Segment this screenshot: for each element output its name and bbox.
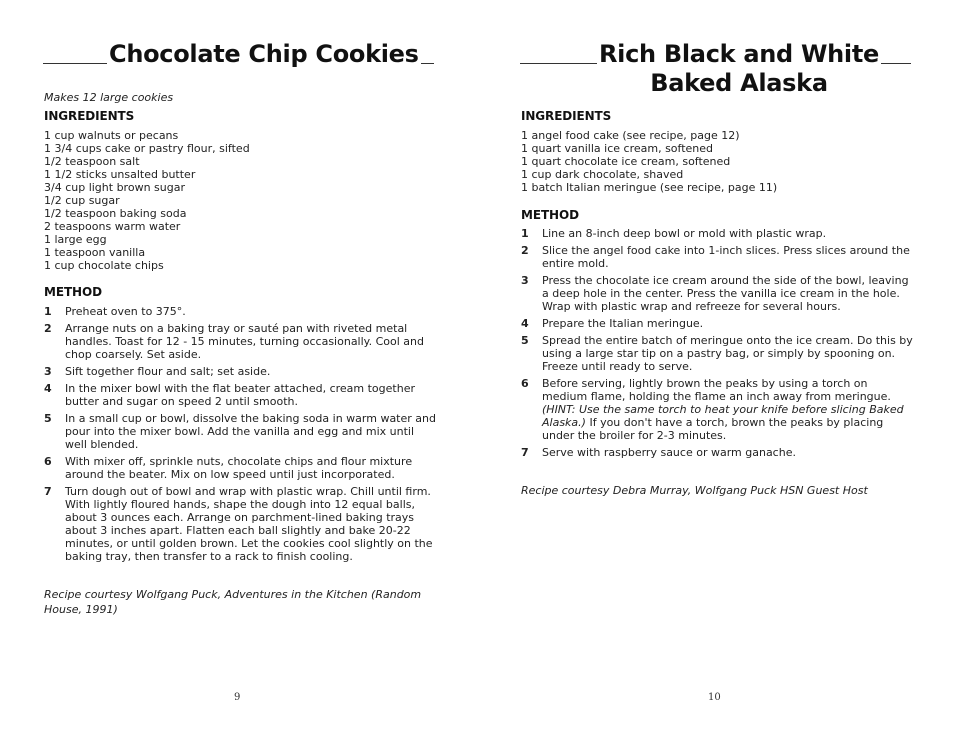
step-number: 5 [44,412,52,425]
ingredient-item: 3/4 cup light brown sugar [44,181,185,194]
ingredient-item: 1 cup walnuts or pecans [44,129,179,142]
method-step [521,446,913,459]
method-step [44,382,436,408]
step-text: In a small cup or bowl, dissolve the baking soda in warm water and pour into the mixer bowl. Add the vanilla and egg and mix until well blended. [65,412,436,451]
method-step [521,377,913,442]
ingredients-list [44,129,250,272]
ingredient-item: 1 angel food cake (see recipe, page 12) [521,129,740,142]
method-step [44,365,436,378]
step-number: 3 [521,274,529,287]
step-number: 6 [521,377,529,390]
step-text: Arrange nuts on a baking tray or sauté pan with riveted metal handles. Toast for 12 - 15 minutes, turning occasionally. Cool and chop coarsely. Set aside. [65,322,424,361]
step-number: 5 [521,334,529,347]
step-number: 4 [44,382,52,395]
method-steps [44,305,436,567]
ingredient-item: 1/2 teaspoon baking soda [44,207,187,220]
step-text: Sift together flour and salt; set aside. [65,365,271,378]
recipe-credit: Recipe courtesy Debra Murray, Wolfgang Puck HSN Guest Host [521,484,868,497]
step-number: 4 [521,317,529,330]
ingredient-item: 1/2 cup sugar [44,194,120,207]
step-text: Preheat oven to 375°. [65,305,186,318]
method-step [521,274,913,313]
ingredients-heading: INGREDIENTS [521,109,612,123]
step-text: In the mixer bowl with the flat beater attached, cream together butter and sugar on speed 2 until smooth. [65,382,415,408]
method-step [44,322,436,361]
step-number: 7 [44,485,52,498]
ingredient-item: 1 teaspoon vanilla [44,246,146,259]
recipe-title [597,40,881,98]
ingredients-list [521,129,777,194]
ingredient-item: 1 cup dark chocolate, shaved [521,168,684,181]
step-text: Slice the angel food cake into 1-inch slices. Press slices around the entire mold. [542,244,910,270]
recipe-title-line-2: Baked Alaska [650,69,828,97]
ingredients-heading: INGREDIENTS [44,109,135,123]
recipe-title-line-1: Rich Black and White [599,40,879,68]
ingredient-item: 1 batch Italian meringue (see recipe, page 11) [521,181,778,194]
step-number: 7 [521,446,529,459]
step-text [542,377,913,442]
step-text-part: If you don't have a torch, brown the peaks by placing under the broiler for 2-3 minutes. [542,416,884,442]
step-text: Serve with raspberry sauce or warm ganache. [542,446,796,459]
step-text: Prepare the Italian meringue. [542,317,704,330]
ingredient-item: 1 3/4 cups cake or pastry flour, sifted [44,142,250,155]
method-step [521,244,913,270]
step-number: 2 [521,244,529,257]
ingredient-item: 1/2 teaspoon salt [44,155,140,168]
page-number: 10 [708,692,721,703]
step-number: 2 [44,322,52,335]
method-step [44,412,436,451]
right-page [477,0,954,738]
step-hint: (HINT: Use the same torch to heat your knife before slicing Baked Alaska.) [542,403,904,429]
step-number: 6 [44,455,52,468]
step-text: Press the chocolate ice cream around the side of the bowl, leaving a deep hole in the center. Press the vanilla ice cream in the hole. Wrap with plastic wrap and refreeze for several hours. [542,274,909,313]
recipe-credit: Recipe courtesy Wolfgang Puck, Adventures in the Kitchen (Random House, 1991) [44,588,422,616]
method-heading: METHOD [521,208,579,222]
step-text: Line an 8-inch deep bowl or mold with plastic wrap. [542,227,827,240]
step-number: 3 [44,365,52,378]
ingredient-item: 2 teaspoons warm water [44,220,181,233]
method-step [521,334,913,373]
step-text: Spread the entire batch of meringue onto the ice cream. Do this by using a large star tip on a pastry bag, or simply by spooning on. Freeze until ready to serve. [542,334,913,373]
method-step [521,317,913,330]
page-number: 9 [234,692,241,703]
ingredient-item: 1 large egg [44,233,107,246]
method-step [521,227,913,240]
method-step [44,485,436,563]
method-steps [521,227,913,463]
step-text: With mixer off, sprinkle nuts, chocolate chips and flour mixture around the beater. Mix on low speed until just incorporated. [65,455,413,481]
ingredient-item: 1 quart chocolate ice cream, softened [521,155,731,168]
method-step [44,455,436,481]
ingredient-item: 1 1/2 sticks unsalted butter [44,168,196,181]
recipe-title: Chocolate Chip Cookies [109,40,419,68]
step-text-part: Before serving, lightly brown the peaks by using a torch on medium flame, holding the flame an inch away from meringue. [542,377,891,403]
step-text: Turn dough out of bowl and wrap with plastic wrap. Chill until firm. With lightly floured hands, shape the dough into 12 equal balls, about 3 ounces each. Arrange on parchment-lined baking trays about 3 inches apart. Flatten each ball slightly and bake 20-22 minutes, or until golden brown. Let the cookies cool slightly on the baking tray, then transfer to a rack to finish cooling. [65,485,433,563]
method-heading: METHOD [44,285,102,299]
method-step [44,305,436,318]
recipe-yield: Makes 12 large cookies [44,91,174,104]
step-number: 1 [521,227,529,240]
ingredient-item: 1 cup chocolate chips [44,259,164,272]
step-number: 1 [44,305,52,318]
ingredient-item: 1 quart vanilla ice cream, softened [521,142,714,155]
